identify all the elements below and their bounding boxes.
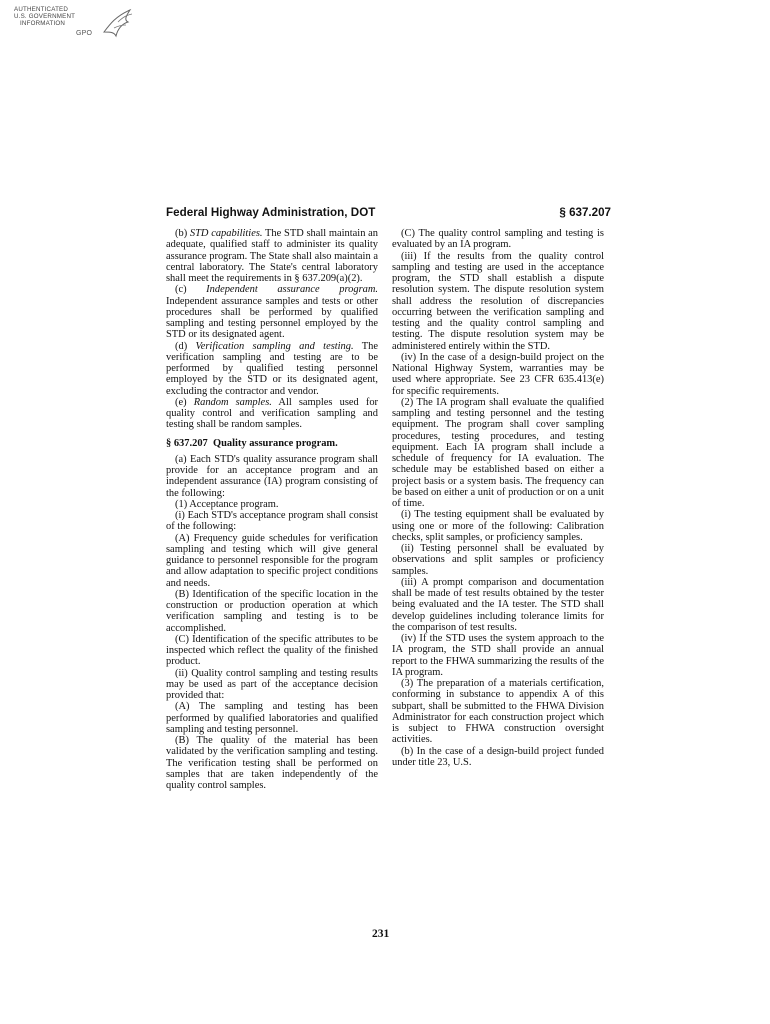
paragraph xyxy=(166,228,378,284)
paragraph: (B) The quality of the material has been validated by the verification sampling and testing. The verification testing shall be performed on samples that are taken independently of the quality control samples. xyxy=(166,735,378,791)
paragraph: (2) The IA program shall evaluate the qualified sampling and testing personnel and the testing equipment. The program shall cover sampling procedures, testing procedures, and testing equipment. Each IA program shall include a schedule of frequency for IA evaluation. The schedule may be established based on either a project basis or a system basis. The frequency can be based on either a unit of production or on a unit of time. xyxy=(392,396,604,509)
paragraph xyxy=(166,397,378,431)
left-column xyxy=(166,228,378,791)
paragraph xyxy=(166,284,378,340)
paragraph-body: All samples used for quality control and verification sampling and testing shall be random samples. xyxy=(166,396,379,431)
paragraph-label: (d) xyxy=(175,340,188,352)
paragraph: (iii) If the results from the quality control sampling and testing are used in the acceptance program, the STD shall establish a dispute resolution system. The dispute resolution system shall address the resolution of discrepancies occurring between the verification sampling and testing and the quality control sampling and testing. The dispute resolution system may be administered entirely within the STD. xyxy=(392,250,604,352)
paragraph: (A) Frequency guide schedules for verification sampling and testing which will give general guidance to personnel responsible for the program and allow adaptation to specific project conditions and needs. xyxy=(166,532,378,589)
paragraph: (b) In the case of a design-build project funded under title 23, U.S. xyxy=(392,745,604,768)
seal-line-4: GPO xyxy=(76,30,93,37)
paragraph-title: Random samples. xyxy=(193,396,272,408)
paragraph-label: (b) xyxy=(175,228,188,239)
paragraph: (ii) Testing personnel shall be evaluated by observations and split samples or proficiency samples. xyxy=(392,543,604,577)
seal-line-2: U.S. GOVERNMENT xyxy=(14,13,76,20)
gpo-authentication-seal xyxy=(14,6,142,48)
paragraph-title: Independent assurance program. xyxy=(206,284,378,296)
paragraph: (iii) A prompt comparison and documentation shall be made of test results obtained by the tester being evaluated and the IA tester. The STD shall develop guidelines including tolerance limits for the comparison of test results. xyxy=(392,576,604,633)
paragraph: (i) The testing equipment shall be evaluated by using one or more of the following: Calibration checks, split samples, or proficiency samples. xyxy=(392,509,604,543)
paragraph: (C) Identification of the specific attributes to be inspected which reflect the quality of the finished product. xyxy=(166,633,378,668)
seal-line-1: AUTHENTICATED xyxy=(14,6,69,13)
paragraph-body: The STD shall maintain an adequate, qualified staff to administer its quality assurance program. The State shall also maintain a central laboratory. The State's central laboratory shall meet the requirements in § 637.209(a)(2). xyxy=(166,228,379,284)
paragraph: (a) Each STD's quality assurance program shall provide for an acceptance program and an independent assurance (IA) program consisting of the following: xyxy=(166,453,378,499)
paragraph: (C) The quality control sampling and testing is evaluated by an IA program. xyxy=(392,228,604,251)
section-number: § 637.207 xyxy=(166,437,208,449)
paragraph: (iv) If the STD uses the system approach to the IA program, the STD shall provide an annual report to the FHWA summarizing the results of the IA program. xyxy=(392,633,604,678)
paragraph: (iv) In the case of a design-build project on the National Highway System, warranties may be used where appropriate. See 23 CFR 635.413(e) for specific requirements. xyxy=(392,351,604,397)
paragraph-label: (c) xyxy=(175,284,187,296)
paragraph: (i) Each STD's acceptance program shall consist of the following: xyxy=(166,510,378,533)
paragraph-title: Verification sampling and testing. xyxy=(195,340,354,352)
paragraph-label: (e) xyxy=(175,396,187,408)
page-number: 231 xyxy=(372,928,390,940)
right-column xyxy=(392,228,604,768)
paragraph-title: STD capabilities. xyxy=(189,228,263,239)
paragraph xyxy=(166,341,378,397)
running-header-agency: Federal Highway Administration, DOT xyxy=(166,206,376,219)
paragraph: (ii) Quality control sampling and testing results may be used as part of the acceptance decision provided that: xyxy=(166,667,378,701)
section-heading xyxy=(166,438,378,449)
eagle-icon xyxy=(100,6,140,40)
running-header-section: § 637.207 xyxy=(559,206,611,219)
paragraph-body: The verification sampling and testing are to be performed by qualified testing personnel employed by the STD or its designated agent, excluding the contractor and vendor. xyxy=(166,340,378,397)
paragraph: (1) Acceptance program. xyxy=(175,498,279,510)
section-title: Quality assurance program. xyxy=(212,437,338,449)
seal-line-3: INFORMATION xyxy=(20,20,66,27)
paragraph: (A) The sampling and testing has been performed by qualified laboratories and qualified sampling and testing personnel. xyxy=(166,701,378,735)
paragraph: (3) The preparation of a materials certification, conforming in substance to appendix A of this subpart, shall be submitted to the FHWA Division Administrator for each construction project which is subject to FHWA construction oversight activities. xyxy=(392,678,604,746)
paragraph: (B) Identification of the specific location in the construction or production operation at which verification sampling and testing is to be accomplished. xyxy=(166,588,378,634)
paragraph-body: Independent assurance samples and tests or other procedures shall be performed by qualified sampling and testing personnel employed by the STD or its designated agent. xyxy=(166,295,378,341)
